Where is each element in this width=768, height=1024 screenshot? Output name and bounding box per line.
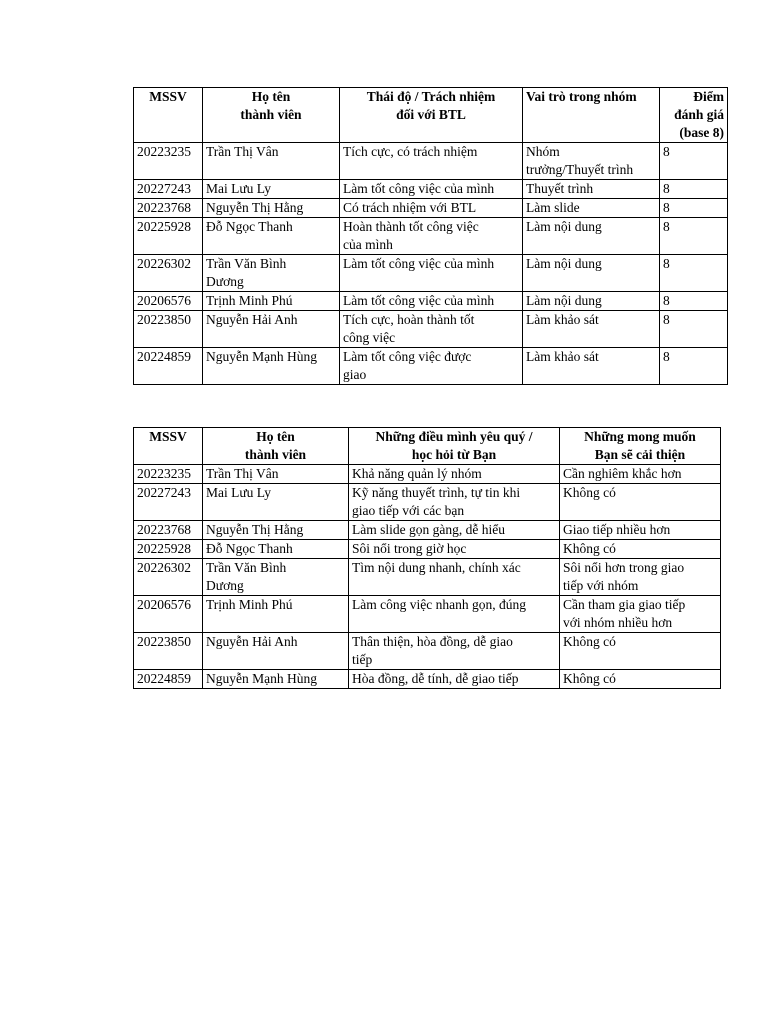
cell-score: 8 [660, 143, 728, 180]
cell-appreciation: Tìm nội dung nhanh, chính xác [349, 559, 560, 596]
cell-improvement: Cần tham gia giao tiếp với nhóm nhiều hơn [560, 596, 721, 633]
cell-name: Trần Thị Vân [203, 465, 349, 484]
cell-role: Làm nội dung [523, 292, 660, 311]
cell-improvement: Không có [560, 484, 721, 521]
cell-name: Đỗ Ngọc Thanh [203, 540, 349, 559]
cell-attitude: Tích cực, có trách nhiệm [340, 143, 523, 180]
member-evaluation-table [133, 87, 728, 385]
cell-name: Trần Văn Bình Dương [203, 255, 340, 292]
table-row [134, 199, 728, 218]
header-mssv: MSSV [134, 428, 203, 465]
table-row [134, 255, 728, 292]
cell-mssv: 20206576 [134, 596, 203, 633]
cell-name: Nguyễn Hải Anh [203, 633, 349, 670]
cell-name: Trịnh Minh Phú [203, 596, 349, 633]
cell-role: Thuyết trình [523, 180, 660, 199]
cell-score: 8 [660, 199, 728, 218]
cell-mssv: 20224859 [134, 670, 203, 689]
cell-attitude: Hoàn thành tốt công việc của mình [340, 218, 523, 255]
header-member-name: Họ tên thành viên [203, 88, 340, 143]
cell-role: Làm slide [523, 199, 660, 218]
cell-attitude: Làm tốt công việc của mình [340, 180, 523, 199]
cell-mssv: 20223768 [134, 521, 203, 540]
cell-score: 8 [660, 311, 728, 348]
cell-attitude: Làm tốt công việc của mình [340, 255, 523, 292]
cell-appreciation: Hòa đồng, dễ tính, dễ giao tiếp [349, 670, 560, 689]
cell-name: Trần Thị Vân [203, 143, 340, 180]
cell-mssv: 20225928 [134, 540, 203, 559]
cell-score: 8 [660, 180, 728, 199]
table-row [134, 670, 721, 689]
cell-name: Nguyễn Thị Hằng [203, 521, 349, 540]
cell-appreciation: Làm slide gọn gàng, dễ hiểu [349, 521, 560, 540]
cell-mssv: 20226302 [134, 255, 203, 292]
cell-appreciation: Khả năng quản lý nhóm [349, 465, 560, 484]
cell-improvement: Giao tiếp nhiều hơn [560, 521, 721, 540]
cell-improvement: Không có [560, 633, 721, 670]
table-row [134, 633, 721, 670]
header-score: Điểm đánh giá (base 8) [660, 88, 728, 143]
cell-name: Mai Lưu Ly [203, 180, 340, 199]
cell-mssv: 20225928 [134, 218, 203, 255]
cell-name: Nguyễn Thị Hằng [203, 199, 340, 218]
cell-mssv: 20223850 [134, 311, 203, 348]
cell-mssv: 20223768 [134, 199, 203, 218]
cell-improvement: Không có [560, 670, 721, 689]
cell-name: Nguyễn Hải Anh [203, 311, 340, 348]
cell-appreciation: Kỹ năng thuyết trình, tự tin khi giao tiếp với các bạn [349, 484, 560, 521]
cell-mssv: 20223235 [134, 143, 203, 180]
table-row [134, 180, 728, 199]
cell-name: Đỗ Ngọc Thanh [203, 218, 340, 255]
table-row [134, 218, 728, 255]
cell-mssv: 20223235 [134, 465, 203, 484]
cell-appreciation: Thân thiện, hòa đồng, dễ giao tiếp [349, 633, 560, 670]
table-row [134, 292, 728, 311]
cell-name: Nguyễn Mạnh Hùng [203, 670, 349, 689]
cell-improvement: Không có [560, 540, 721, 559]
cell-improvement: Cần nghiêm khắc hơn [560, 465, 721, 484]
cell-score: 8 [660, 348, 728, 385]
cell-mssv: 20226302 [134, 559, 203, 596]
header-improvement: Những mong muốn Bạn sẽ cải thiện [560, 428, 721, 465]
table-row [134, 521, 721, 540]
table-row [134, 465, 721, 484]
cell-attitude: Làm tốt công việc được giao [340, 348, 523, 385]
cell-name: Nguyễn Mạnh Hùng [203, 348, 340, 385]
header-attitude: Thái độ / Trách nhiệm đối với BTL [340, 88, 523, 143]
cell-role: Làm nội dung [523, 255, 660, 292]
table-row [134, 311, 728, 348]
table-row [134, 596, 721, 633]
cell-mssv: 20227243 [134, 484, 203, 521]
header-member-name: Họ tên thành viên [203, 428, 349, 465]
cell-mssv: 20227243 [134, 180, 203, 199]
cell-score: 8 [660, 218, 728, 255]
cell-role: Làm nội dung [523, 218, 660, 255]
table-row [134, 484, 721, 521]
cell-role: Làm khảo sát [523, 348, 660, 385]
cell-name: Trần Văn Bình Dương [203, 559, 349, 596]
cell-attitude: Làm tốt công việc của mình [340, 292, 523, 311]
cell-role: Làm khảo sát [523, 311, 660, 348]
cell-name: Mai Lưu Ly [203, 484, 349, 521]
header-appreciation: Những điều mình yêu quý / học hỏi từ Bạn [349, 428, 560, 465]
header-role: Vai trò trong nhóm [523, 88, 660, 143]
cell-score: 8 [660, 292, 728, 311]
table-row [134, 559, 721, 596]
cell-score: 8 [660, 255, 728, 292]
table-header-row [134, 428, 721, 465]
table-row [134, 143, 728, 180]
cell-name: Trịnh Minh Phú [203, 292, 340, 311]
cell-role: Nhóm trưởng/Thuyết trình [523, 143, 660, 180]
cell-mssv: 20223850 [134, 633, 203, 670]
table-header-row [134, 88, 728, 143]
cell-appreciation: Làm công việc nhanh gọn, đúng [349, 596, 560, 633]
table-row [134, 348, 728, 385]
cell-improvement: Sôi nổi hơn trong giao tiếp với nhóm [560, 559, 721, 596]
table-row [134, 540, 721, 559]
cell-mssv: 20206576 [134, 292, 203, 311]
header-mssv: MSSV [134, 88, 203, 143]
cell-mssv: 20224859 [134, 348, 203, 385]
cell-appreciation: Sôi nổi trong giờ học [349, 540, 560, 559]
cell-attitude: Tích cực, hoàn thành tốt công việc [340, 311, 523, 348]
peer-feedback-table [133, 427, 721, 689]
cell-attitude: Có trách nhiệm với BTL [340, 199, 523, 218]
